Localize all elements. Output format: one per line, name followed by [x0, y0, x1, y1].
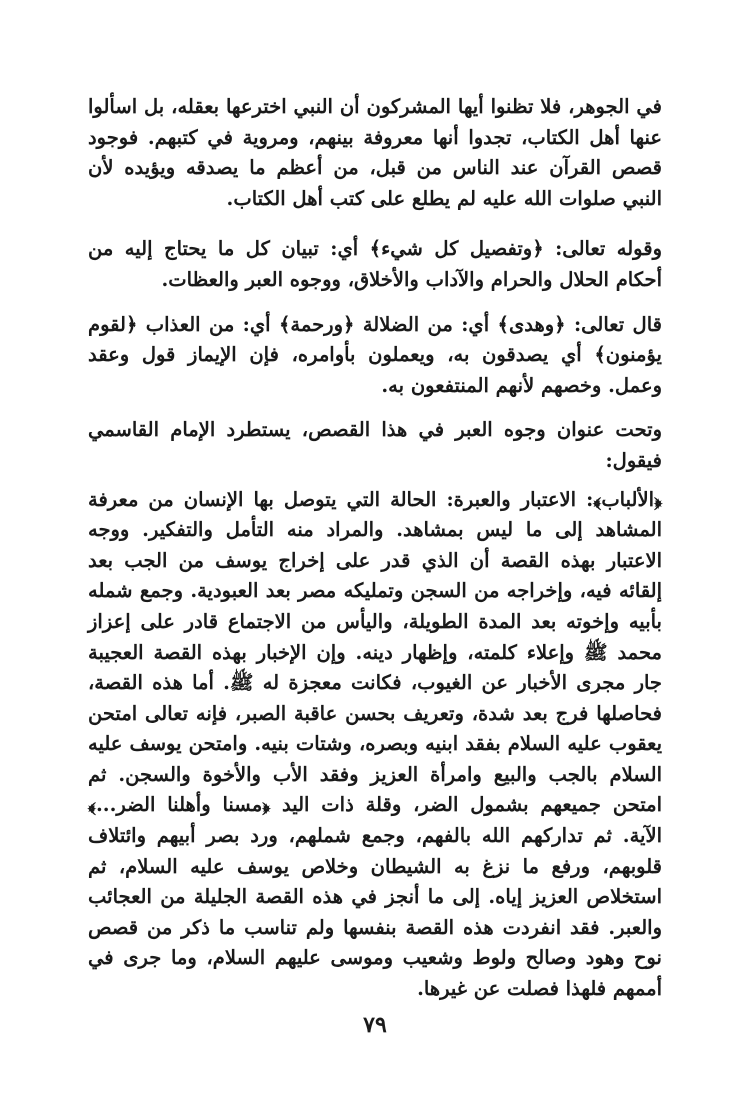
paragraph-huda: قال تعالى: ﴿وهدى﴾ أي: من الضلالة ﴿ورحمة﴾ أي: من العذاب ﴿لقوم يؤمنون﴾ أي يصدقون به، ويعملون بأوامره، فإن الإيماز قول وعقد وعمل. وخصهم لأنهم المنتفعون به.: [88, 312, 662, 397]
paragraph-tafsil: وقوله تعالى: ﴿وتفصيل كل شيء﴾ أي: تبيان كل ما يحتاج إليه من أحكام الحلال والحرام والآداب والأخلاق، ووجوه العبر والعظات.: [88, 237, 662, 291]
paragraph-albab: ﴿الألباب﴾: الاعتبار والعبرة: الحالة التي يتوصل بها الإنسان من معرفة المشاهد إلى ما ليس بمشاهد. والمراد منه التأمل والتفكير. ووجه الاعتبار بهذه القصة أن الذي قدر على إخراج يوسف من الجب بعد إلقائه فيه، وإخراجه من السجن وتمليكه مصر بعد العبودية. وجمع شمله بأبيه وإخوته بعد المدة الطويلة، واليأس من الاجتماع قادر على إعزاز محمد ﷺ وإعلاء كلمته، وإظهار دينه. وإن الإخبار بهذه القصة العجيبة جار مجرى الأخبار عن الغيوب، فكانت معجزة له ﷺ. أما هذه القصة، فحاصلها فرج بعد شدة، وتعريف بحسن عاقبة الصبر، فإنه تعالى امتحن يعقوب عليه السلام بفقد ابنيه وبصره، وشتات بنيه. وامتحن يوسف عليه السلام بالجب والبيع وامرأة العزيز وفقد الأب والأخوة والسجن. ثم امتحن جميعهم بشمول الضر، وقلة ذات اليد ﴿مسنا وأهلنا الضر...﴾ الآية. ثم تداركهم الله بالفهم، وجمع شملهم، ورد بصر أبيهم وائتلاف قلوبهم، ورفع ما نزغ به الشيطان وخلاص يوسف عليه السلام، ثم استخلاص العزيز إياه. إلى ما أنجز في هذه القصة الجليلة من العجائب والعبر. فقد انفردت هذه القصة بنفسها ولم تناسب ما ذكر من قصص نوح وهود وصالح ولوط وشعيب وموسى عليهم السلام، وما جرى في أممهم فلهذا فصلت عن غيرها.: [88, 487, 662, 1001]
paragraph-heading-qasimi: وتحت عنوان وجوه العبر في هذا القصص، يستطرد الإمام القاسمي فيقول:: [88, 418, 662, 472]
page-body: [88, 92, 662, 1052]
page-number: ٧٩: [363, 1012, 387, 1038]
paragraph-intro: في الجوهر، فلا تظنوا أيها المشركون أن النبي اخترعها بعقله، بل اسألوا عنها أهل الكتاب، تجدوا أنها معروفة بينهم، ومروية في كتبهم. فوجود قصص القرآن عند الناس من قبل، من أعظم ما يصدقه ويؤيده لأن النبي صلوات الله عليه لم يطلع على كتب أهل الكتاب.: [88, 95, 662, 210]
